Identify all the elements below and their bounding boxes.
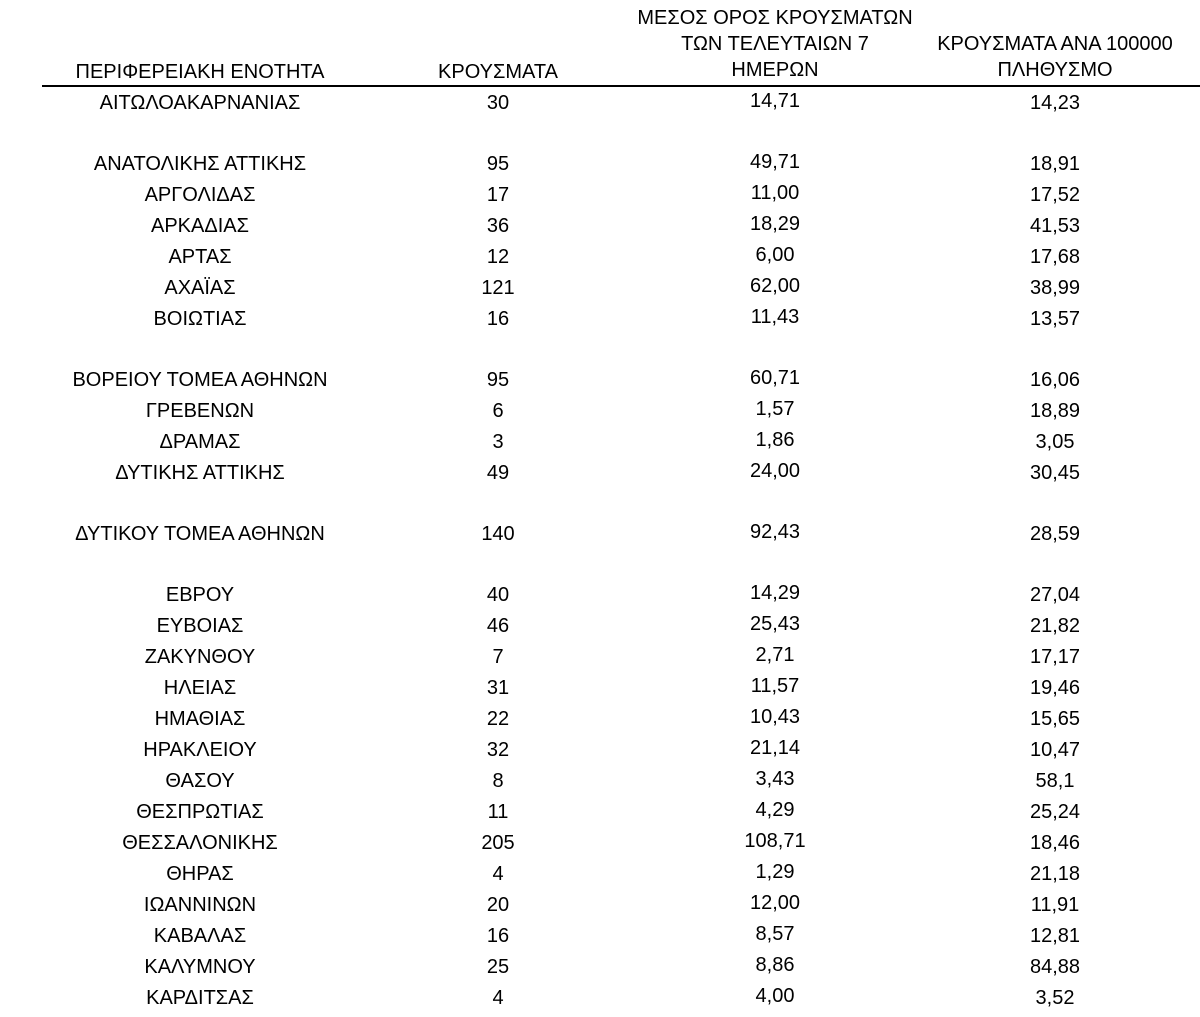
region-cell: ΒΟΡΕΙΟΥ ΤΟΜΕΑ ΑΘΗΝΩΝ: [72, 369, 328, 391]
region-cell: ΔΥΤΙΚΟΥ ΤΟΜΕΑ ΑΘΗΝΩΝ: [75, 523, 325, 545]
seven-day-average-cell: 2,71: [755, 644, 795, 666]
cases-per-100000-cell: 17,17: [1029, 646, 1081, 668]
table-row: [0, 735, 1200, 766]
seven-day-average-cell: 11,57: [750, 675, 800, 697]
cases-per-100000-cell: 11,91: [1030, 894, 1080, 916]
table-row: [0, 211, 1200, 242]
cases-per-100000-cell: 15,65: [1029, 708, 1081, 730]
region-cell: ΚΑΡΔΙΤΣΑΣ: [146, 987, 254, 1009]
seven-day-average-cell: 8,57: [755, 923, 795, 945]
seven-day-average-cell: 11,43: [750, 306, 800, 328]
region-cell: ΑΡΚΑΔΙΑΣ: [151, 215, 249, 237]
table-row: [0, 766, 1200, 797]
cases-per-100000-cell: 41,53: [1029, 215, 1081, 237]
seven-day-average-cell: 4,29: [755, 799, 795, 821]
header-region: ΠΕΡΙΦΕΡΕΙΑΚΗ ΕΝΟΤΗΤΑ: [75, 61, 325, 83]
region-cell: ΕΒΡΟΥ: [165, 584, 235, 606]
cases-per-100000-cell: 17,68: [1029, 246, 1081, 268]
cases-cell: 6: [492, 400, 504, 422]
table-row: [0, 304, 1200, 335]
cases-per-100000-cell: 18,46: [1029, 832, 1081, 854]
seven-day-average-cell: 14,29: [749, 582, 801, 604]
region-cell: ΕΥΒΟΙΑΣ: [156, 615, 244, 637]
region-cell: ΑΝΑΤΟΛΙΚΗΣ ΑΤΤΙΚΗΣ: [93, 153, 307, 175]
cases-cell: 205: [481, 832, 515, 854]
cases-per-100000-cell: 27,04: [1029, 584, 1081, 606]
cases-cell: 3: [492, 431, 504, 453]
cases-cell: 8: [492, 770, 504, 792]
header-seven-day-average: ΜΕΣΟΣ ΟΡΟΣ ΚΡΟΥΣΜΑΤΩΝ ΤΩΝ ΤΕΛΕΥΤΑΙΩΝ 7 ΗΜΕΡΩΝ: [637, 7, 913, 81]
table-row: [0, 642, 1200, 673]
cases-cell: 32: [486, 739, 510, 761]
cases-cell: 4: [492, 987, 504, 1009]
table-row: [0, 921, 1200, 952]
cases-cell: 20: [486, 894, 510, 916]
cases-cell: 25: [486, 956, 510, 978]
cases-cell: 40: [486, 584, 510, 606]
cases-per-100000-cell: 13,57: [1029, 308, 1081, 330]
cases-per-100000-cell: 12,81: [1029, 925, 1081, 947]
cases-per-100000-cell: 14,23: [1029, 92, 1081, 114]
cases-cell: 22: [486, 708, 510, 730]
cases-cell: 49: [486, 462, 510, 484]
seven-day-average-cell: 60,71: [749, 367, 801, 389]
region-cell: ΚΑΒΑΛΑΣ: [153, 925, 247, 947]
cases-per-100000-cell: 25,24: [1029, 801, 1081, 823]
cases-cell: 7: [492, 646, 504, 668]
seven-day-average-cell: 1,86: [755, 429, 795, 451]
region-cell: ΗΜΑΘΙΑΣ: [154, 708, 246, 730]
region-cell: ΗΛΕΙΑΣ: [163, 677, 237, 699]
cases-cell: 12: [486, 246, 510, 268]
seven-day-average-cell: 4,00: [755, 985, 795, 1007]
region-cell: ΖΑΚΥΝΘΟΥ: [144, 646, 256, 668]
cases-cell: 46: [486, 615, 510, 637]
region-cell: ΘΕΣΠΡΩΤΙΑΣ: [136, 801, 264, 823]
seven-day-average-cell: 62,00: [749, 275, 801, 297]
cases-cell: 16: [486, 308, 510, 330]
table-body: [0, 88, 1200, 1014]
cases-cell: 17: [486, 184, 510, 206]
region-cell: ΔΥΤΙΚΗΣ ΑΤΤΙΚΗΣ: [115, 462, 285, 484]
cases-per-100000-cell: 28,59: [1029, 523, 1081, 545]
table-row: [0, 242, 1200, 273]
seven-day-average-cell: 24,00: [749, 460, 801, 482]
seven-day-average-cell: 18,29: [749, 213, 801, 235]
table-row: [0, 580, 1200, 611]
cases-per-100000-cell: 38,99: [1029, 277, 1081, 299]
seven-day-average-cell: 12,00: [749, 892, 801, 914]
seven-day-average-cell: 108,71: [744, 830, 806, 852]
seven-day-average-cell: 14,71: [749, 90, 801, 112]
seven-day-average-cell: 8,86: [755, 954, 795, 976]
table-row: [0, 704, 1200, 735]
region-cell: ΑΡΤΑΣ: [168, 246, 232, 268]
table-row: [0, 859, 1200, 890]
cases-cell: 30: [486, 92, 510, 114]
seven-day-average-cell: 1,57: [755, 398, 795, 420]
region-cell: ΘΑΣΟΥ: [165, 770, 235, 792]
cases-cell: 95: [486, 369, 510, 391]
seven-day-average-cell: 1,29: [755, 861, 795, 883]
region-cell: ΑΧΑΪΑΣ: [164, 277, 236, 299]
seven-day-average-cell: 6,00: [755, 244, 795, 266]
cases-per-100000-cell: 16,06: [1029, 369, 1081, 391]
cases-cell: 4: [492, 863, 504, 885]
header-cases: ΚΡΟΥΣΜΑΤΑ: [438, 61, 558, 83]
region-cell: ΓΡΕΒΕΝΩΝ: [145, 400, 255, 422]
region-cell: ΑΡΓΟΛΙΔΑΣ: [144, 184, 256, 206]
cases-cell: 140: [481, 523, 515, 545]
region-cell: ΒΟΙΩΤΙΑΣ: [153, 308, 247, 330]
region-cell: ΘΕΣΣΑΛΟΝΙΚΗΣ: [122, 832, 278, 854]
table-row: [0, 952, 1200, 983]
cases-per-100000-cell: 3,52: [1035, 987, 1075, 1009]
cases-per-100000-cell: 19,46: [1029, 677, 1081, 699]
cases-per-100000-cell: 30,45: [1029, 462, 1081, 484]
cases-cell: 11: [487, 801, 509, 823]
cases-cell: 36: [486, 215, 510, 237]
cases-cell: 16: [486, 925, 510, 947]
seven-day-average-cell: 49,71: [749, 151, 801, 173]
seven-day-average-cell: 11,00: [750, 182, 800, 204]
table-row: [0, 797, 1200, 828]
region-cell: ΘΗΡΑΣ: [166, 863, 234, 885]
table-row: [0, 88, 1200, 119]
table-row: [0, 396, 1200, 427]
cases-cell: 121: [481, 277, 515, 299]
seven-day-average-cell: 92,43: [749, 521, 801, 543]
region-cell: ΑΙΤΩΛΟΑΚΑΡΝΑΝΙΑΣ: [99, 92, 301, 114]
table-row: [0, 611, 1200, 642]
table-row: [0, 673, 1200, 704]
table-row: [0, 458, 1200, 489]
table-row: [0, 983, 1200, 1014]
cases-per-100000-cell: 18,91: [1029, 153, 1081, 175]
table-header: [0, 0, 1200, 86]
seven-day-average-cell: 25,43: [749, 613, 801, 635]
cases-per-100000-cell: 58,1: [1035, 770, 1075, 792]
cases-per-100000-cell: 21,82: [1029, 615, 1081, 637]
cases-per-100000-cell: 21,18: [1029, 863, 1081, 885]
table-row: [0, 149, 1200, 180]
cases-per-100000-cell: 17,52: [1029, 184, 1081, 206]
table-row: [0, 180, 1200, 211]
seven-day-average-cell: 3,43: [755, 768, 795, 790]
table-row: [0, 519, 1200, 550]
cases-cell: 31: [486, 677, 510, 699]
table-row: [0, 273, 1200, 304]
table-row: [0, 427, 1200, 458]
header-divider: [42, 85, 1200, 87]
cases-per-100000-cell: 10,47: [1029, 739, 1081, 761]
cases-per-100000-cell: 3,05: [1035, 431, 1075, 453]
cases-cell: 95: [486, 153, 510, 175]
header-cases-per-100000: ΚΡΟΥΣΜΑΤΑ ΑΝΑ 100000 ΠΛΗΘΥΣΜΟ: [937, 33, 1173, 81]
region-cell: ΙΩΑΝΝΙΝΩΝ: [143, 894, 257, 916]
cases-per-100000-cell: 84,88: [1029, 956, 1081, 978]
seven-day-average-cell: 21,14: [749, 737, 801, 759]
seven-day-average-cell: 10,43: [749, 706, 801, 728]
region-cell: ΗΡΑΚΛΕΙΟΥ: [143, 739, 257, 761]
cases-per-100000-cell: 18,89: [1029, 400, 1081, 422]
table-row: [0, 890, 1200, 921]
region-cell: ΔΡΑΜΑΣ: [159, 431, 241, 453]
table-row: [0, 828, 1200, 859]
table-row: [0, 365, 1200, 396]
region-cell: ΚΑΛΥΜΝΟΥ: [144, 956, 256, 978]
